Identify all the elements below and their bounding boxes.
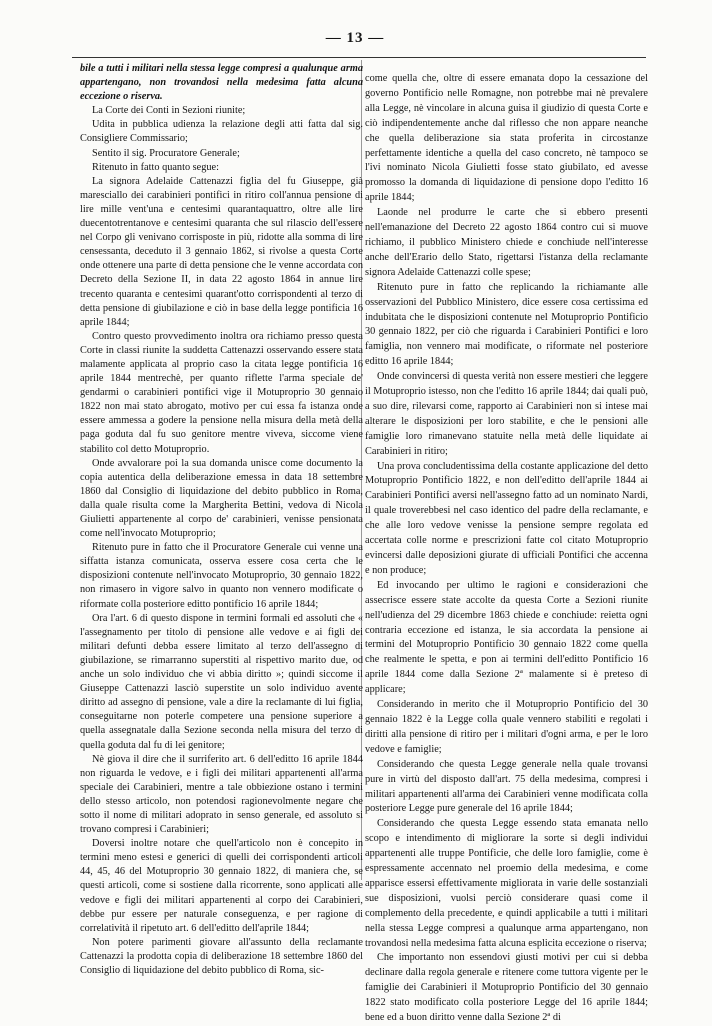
paragraph: Contro questo provvedimento inoltra ora richiamo presso questa Corte in classi riunite la suddetta Cattenazzi osservando essere stata malamente applicata al proprio caso la citata legge pontificia 16 aprile 1844 mentrechè, per quanto riflette l'arma speciale de' gendarmi o carabinieri pontifici vige il Motuproprio 30 gennaio 1822 non mai stato abrogato, motivo per cui essa fa istanza onde essere ammessa a godere la pensione nella misura della metà della paga goduta dal fu suo genitore mentre viveva, siccome viene stabilito col detto Motuproprio. [80,330,363,455]
paragraph: Una prova concludentissima della costante applicazione del detto Motuproprio Pontificio 1822, e non dell'editto dell'aprile 1844 ai Carabinieri Pontifici aversi nell'assegno fatto ad un nominato Nardi, il quale troverebbesi nel caso identico del padre della reclamante, e che alle loro vedove venisse la pensione sempre regolata ed accertata colle norme e prescrizioni fatte col citato Motuproprio evincersi dalle deposizioni giurate di ufficiali Pontifici che accenna e non produce; [365,460,648,576]
right-column [365,72,648,1026]
paragraph: Ritenuto pure in fatto che il Procuratore Generale cui venne una siffatta istanza comunicata, osserva essere cosa certa che le disposizioni contenute nell'invocato Motuproprio, 30 gennaio 1822, non rimasero in vigore salvo in quanto non vennero modificate o riformate colla posteriore editto pontificio 16 aprile 1844; [80,542,363,610]
paragraph: La Corte dei Conti in Sezioni riunite; [92,105,246,117]
paragraph: Ed invocando per ultimo le ragioni e considerazioni che assecrisce essere state accolte da questa Corte a Sezioni riunite nell'udienza del 29 dicembre 1863 chiede e conchiude: reietta ogni contraria eccezione ed istanza, le sia accordata la pensione ai termini del Motuproprio Pontificio 30 gennaio 1822 come quella che realmente le spetta, e pon ai termini dell'editto Pontificio 16 aprile 1844 come dalla Sezione 2ª malamente si è preteso di applicare; [365,579,648,696]
page-number: — 13 — [325,30,385,46]
paragraph: Nè giova il dire che il surriferito art. 6 dell'editto 16 aprile 1844 non riguarda le vedove, e i figli dei militari appartenenti all'arma speciale dei Carabinieri, mentre a tale obbiezione ostano i termini dello stesso articolo, non potendosi ragionevolmente negare che sotto il nome di militari adoprato in senso generale, ed assoluto si trovano compresi i Carabinieri; [80,753,363,836]
paragraph: Che importanto non essendovi giusti motivi per cui si debba declinare dalla regola generale e ritenere come tuttora vigente per le famiglie dei Carabinieri il Motuproprio Pontificio del 30 gennaio 1822 stato modificato colla posteriore Legge del 16 aprile 1844; bene ed a buon diritto venne dalla Sezione 2ª di [365,952,648,1024]
paragraph: Onde convincersi di questa verità non essere mestieri che leggere il Motuproprio istesso, non che l'editto 16 aprile 1844; dai quali può, a suo dire, rilevarsi come, rapporto ai Carabinieri non si intese mai alterare le disposizioni per loro stabilite, e che le pensioni alle famiglie loro rimanevano statuite nella metà delle liquidate ai Carabinieri in ritiro; [365,371,648,457]
paragraph: La signora Adelaide Cattenazzi figlia del fu Giuseppe, già maresciallo dei carabinieri pontifici in ritiro coll'annua pensione di lire mille vent'una e centesimi quarantaquattro, oltre alle lire duecentotrentanove e centesimi quaranta che sul rilascio dell'essere nel Corpo gli venivano corrisposte in più, ridotte alla somma di lire censessanta, deceduto il 3 gennaio 1862, si rivolse a questa Corte onde ottenere una parte di detta pensione che le venne accordata con Decreto della Sezione II, in data 22 agosto 1864 in annue lire trecento quaranta e centesimi quarant'otto corrispondenti al terzo di detta pensione di giubilazione e ciò in base della legge pontificia 16 aprile 1844; [80,175,363,328]
paragraph: Ritenuto in fatto quanto segue: [92,161,219,173]
paragraph: Udita in pubblica udienza la relazione degli atti fatta dal sig. Consigliere Commissario; [80,119,363,145]
paragraph: Considerando che questa Legge essendo stata emanata nello scopo e intendimento di migliorare la sorte si degli individui appartenenti alle truppe Pontificie, che delle loro famiglie, come è espressamente accennato nel proemio della medesima, e come apparisce essersi effettivamente migliorata in varie delle sostanziali sue disposizioni, vuolsi perciò considerare quasi come il complemento della precedente, e quindi applicabile a tutti i militari nella stessa Legge compresi a qualunque arma appartengano, non trovandosi nella medesima fatta alcuna esplicita eccezione o riserva; [365,818,648,949]
paragraph: Considerando che questa Legge generale nella quale trovansi pure in virtù del disposto dall'art. 75 della medesima, compresi i militari appartenenti all'arma dei Carabinieri venne modificata colla posteriore Legge pure generale del 16 aprile 1844; [365,758,648,815]
paragraph: bile a tutti i militari nella stessa legge compresi a qualunque arma appartengano, non trovandosi nella medesima fatta alcuna eccezione o riserva. [80,63,363,103]
paragraph: Onde avvalorare poi la sua domanda unisce come documento la copia autentica della deliberazione emessa in data 18 settembre 1860 dal Consiglio di liquidazione del debito pubblico in Roma, dalla quale risulta come la Margherita Bettini, vedova di Nicola Giulietti appartenente al corpo de' carabinieri, venisse pensionata come nell'invocato Motuproprio; [80,457,363,540]
paragraph: Non potere parimenti giovare all'assunto della reclamante Cattenazzi la prodotta copia di deliberazione 18 settembre 1860 del Consiglio di liquidazione del debito pubblico di Roma, sic- [80,936,363,976]
paragraph: come quella che, oltre di essere emanata dopo la cessazione del governo Pontificio nelle Romagne, non potrebbe mai nè prevalere alla Legge, nè vincolare in alcuna guisa il giudizio di questa Corte e ciò indipendentemente anche dal riflesso che non appare neanche che quella deliberazione sia stata proferita in circostanze perfettamente identiche a quella del caso concreto, nè tampoco se l'ivi nominato Nicola Giulietti fosse stato giubilato, ed avesse promosso la domanda di liquidazione di pensione dopo l'editto 16 aprile 1844; [365,73,648,204]
header-rule [72,57,646,58]
paragraph: Doversi inoltre notare che quell'articolo non è concepito in termini meno estesi e generici di quelli dei corrispondenti articoli 44, 45, 46 del Motuproprio 30 gennaio 1822, di maniera che, se questi articoli, come si sostiene dalla ricorrente, sono applicati alle vedove e figli dei militari appartenenti al corpo dei Carabinieri, debbe pur essere per naturale conseguenza, e per ragione di correlatività il ripetuto art. 6 dell'editto dell'aprile 1844; [80,838,363,934]
left-column [80,62,363,978]
paragraph: Considerando in merito che il Motuproprio Pontificio del 30 gennaio 1822 è la Legge colla quale vennero stabiliti e regolati i diritti alla pensione di ritiro per i militari d'ogni arma, e per le loro vedove e famiglie; [365,699,648,755]
paragraph: Laonde nel produrre le carte che si ebbero presenti nell'emanazione del Decreto 22 agosto 1864 contro cui si muove richiamo, il pubblico Ministero chiede e conchiude nell'interesse anche dell'Erario dello Stato, rigettarsi l'istanza della reclamante signora Adelaide Cattenazzi colle spese; [365,207,648,278]
paragraph: Sentito il sig. Procuratore Generale; [92,147,240,159]
paragraph: Ritenuto pure in fatto che replicando la richiamante alle osservazioni del Pubblico Ministero, dice essere cosa certissima ed indubitata che le disposizioni contenute nel Motuproprio Pontificio 30 gennaio 1822, per ciò che riguarda i Carabinieri Pontifici e loro famiglia, non vennero mai modificate, o riformate nel posteriore editto 16 aprile 1844; [365,281,648,368]
paragraph: Ora l'art. 6 di questo dispone in termini formali ed assoluti che « l'assegnamento per titolo di pensione alle vedove e ai figli dei militari defunti debba essere limitato al terzo dell'assegno di giubilazione, se rimarranno superstiti al rispettivo marito due, od anche un solo individuo che vi abbia diritto »; quindi siccome il Giuseppe Cattenazzi lasciò superstite un solo individuo avente diritto ad assegno di pensione, vale a dire la reclamante di lui figlia, conseguitarne non poterle competere una pensione superiore a quella assegnatale dalla Sezione seconda nella misura del terzo di quella goduta dal fu di lei genitore; [80,612,363,751]
